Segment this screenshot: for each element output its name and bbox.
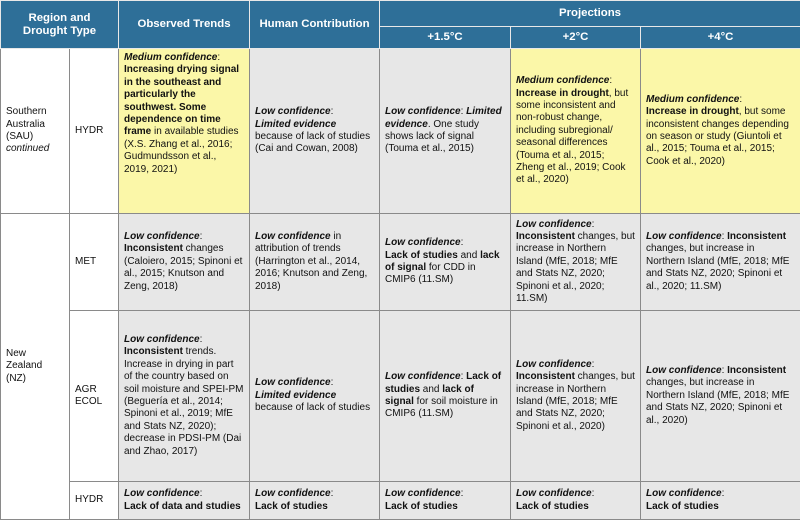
- human-contribution-cell: Low confidence: Lack of studies: [250, 482, 380, 520]
- p4-header: +4°C: [641, 27, 800, 49]
- nz-met-row: [1, 214, 800, 311]
- observed-trends-header: Observed Trends: [119, 1, 250, 49]
- projection-15-cell: Low confidence: Lack of studies and lack of signal for soil moisture in CMIP6 (11.SM): [380, 311, 511, 482]
- region-sau: Southern Australia (SAU) continued: [1, 49, 70, 214]
- sau-hydr-row: [1, 49, 800, 214]
- projection-2-cell: Medium confidence: Increase in drought, but some inconsistent and non-robust change, including subregional/ seasonal differences (Touma et al., 2015; Zheng et al., 2019; Cook et al., 2020): [511, 49, 641, 214]
- region-nz: New Zealand (NZ): [1, 214, 70, 520]
- human-contribution-cell: Low confidence: Limited evidence because of lack of studies (Cai and Cowan, 2008): [250, 49, 380, 214]
- nz-hydr-row: [1, 482, 800, 520]
- p15-header: +1.5°C: [380, 27, 511, 49]
- projections-header: Projections: [380, 1, 800, 27]
- projection-4-cell: Medium confidence: Increase in drought, but some inconsistent changes depending on season or study (Giuntoli et al., 2015; Touma et al., 2015; Cook et al., 2020): [641, 49, 800, 214]
- human-contribution-header: Human Contribution: [250, 1, 380, 49]
- drought-type-hydr: HYDR: [70, 49, 119, 214]
- projection-2-cell: Low confidence: Inconsistent changes, but increase in Northern Island (MfE, 2018; MfE and Stats NZ, 2020; Spinoni et al., 2020; 11.SM): [511, 214, 641, 311]
- observed-trend-cell: Medium confidence: Increasing drying signal in the southeast and particularly the southwest. Some dependence on time frame in available studies (X.S. Zhang et al., 2016; Gudmundsson et al., 2019, 2021): [119, 49, 250, 214]
- projection-2-cell: Low confidence: Inconsistent changes, but increase in Northern Island (MfE, 2018; MfE and Stats NZ, 2020; Spinoni et al., 2020): [511, 311, 641, 482]
- drought-type-agr-ecol: AGR ECOL: [70, 311, 119, 482]
- p2-header: +2°C: [511, 27, 641, 49]
- projection-4-cell: Low confidence: Lack of studies: [641, 482, 800, 520]
- header-row-1: [1, 1, 800, 27]
- observed-trend-cell: Low confidence: Inconsistent trends. Increase in drying in part of the country based on soil moisture and SPEI-PM (Beguería et al., 2014; Spinoni et al., 2019; MfE and Stats NZ, 2020); decrease in PDSI-PM (Dai and Zhao, 2017): [119, 311, 250, 482]
- projection-15-cell: Low confidence: Limited evidence. One study shows lack of signal (Touma et al., 2015): [380, 49, 511, 214]
- human-contribution-cell: Low confidence in attribution of trends (Harrington et al., 2014, 2016; Knutson and Zeng, 2018): [250, 214, 380, 311]
- projection-15-cell: Low confidence: Lack of studies: [380, 482, 511, 520]
- drought-type-met: MET: [70, 214, 119, 311]
- projection-2-cell: Low confidence: Lack of studies: [511, 482, 641, 520]
- projection-15-cell: Low confidence: Lack of studies and lack of signal for CDD in CMIP6 (11.SM): [380, 214, 511, 311]
- projection-4-cell: Low confidence: Inconsistent changes, but increase in Northern Island (MfE, 2018; MfE and Stats NZ, 2020; Spinoni et al., 2020): [641, 311, 800, 482]
- region-drought-type-header: Region and Drought Type: [1, 1, 119, 49]
- nz-agr-ecol-row: [1, 311, 800, 482]
- projection-4-cell: Low confidence: Inconsistent changes, but increase in Northern Island (MfE, 2018; MfE and Stats NZ, 2020; Spinoni et al., 2020; 11.SM): [641, 214, 800, 311]
- drought-type-hydr: HYDR: [70, 482, 119, 520]
- human-contribution-cell: Low confidence: Limited evidence because of lack of studies: [250, 311, 380, 482]
- observed-trend-cell: Low confidence: Inconsistent changes (Caloiero, 2015; Spinoni et al., 2015; Knutson and Zeng, 2018): [119, 214, 250, 311]
- observed-trend-cell: Low confidence: Lack of data and studies: [119, 482, 250, 520]
